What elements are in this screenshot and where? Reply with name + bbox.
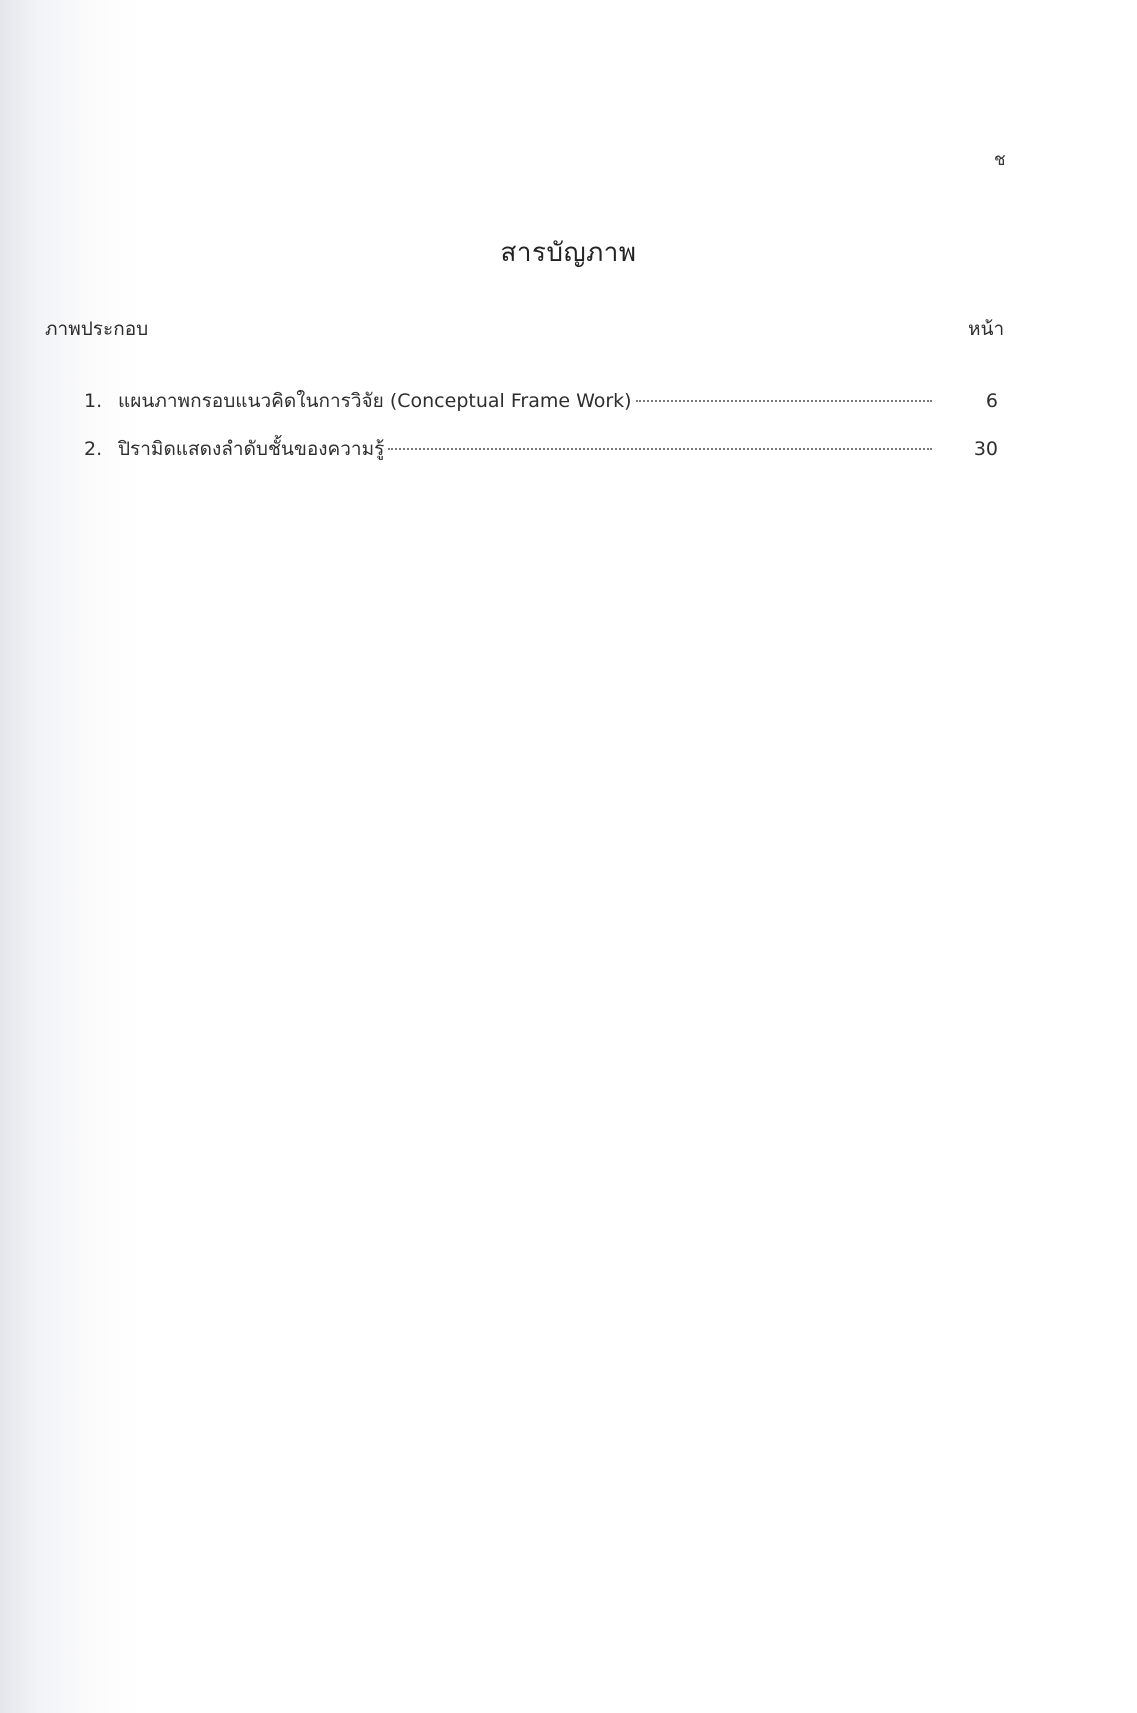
entry-number: 1. — [84, 390, 103, 412]
toc-entry — [84, 386, 1004, 416]
toc-entry — [84, 434, 1004, 464]
page-number: ช — [994, 150, 1006, 170]
dot-leader — [636, 400, 932, 402]
entry-title: ปิรามิดแสดงลำดับชั้นของความรู้ — [118, 438, 385, 460]
dot-leader — [388, 448, 932, 450]
entry-number: 2. — [84, 438, 103, 460]
entry-page-number: 6 — [985, 390, 998, 412]
figure-column-header: ภาพประกอบ — [45, 318, 149, 340]
entry-page-number: 30 — [973, 438, 998, 460]
page-title: สารบัญภาพ — [500, 238, 637, 268]
page-column-header: หน้า — [968, 318, 1005, 340]
entry-title: แผนภาพกรอบแนวคิดในการวิจัย (Conceptual Frame Work) — [118, 390, 632, 412]
